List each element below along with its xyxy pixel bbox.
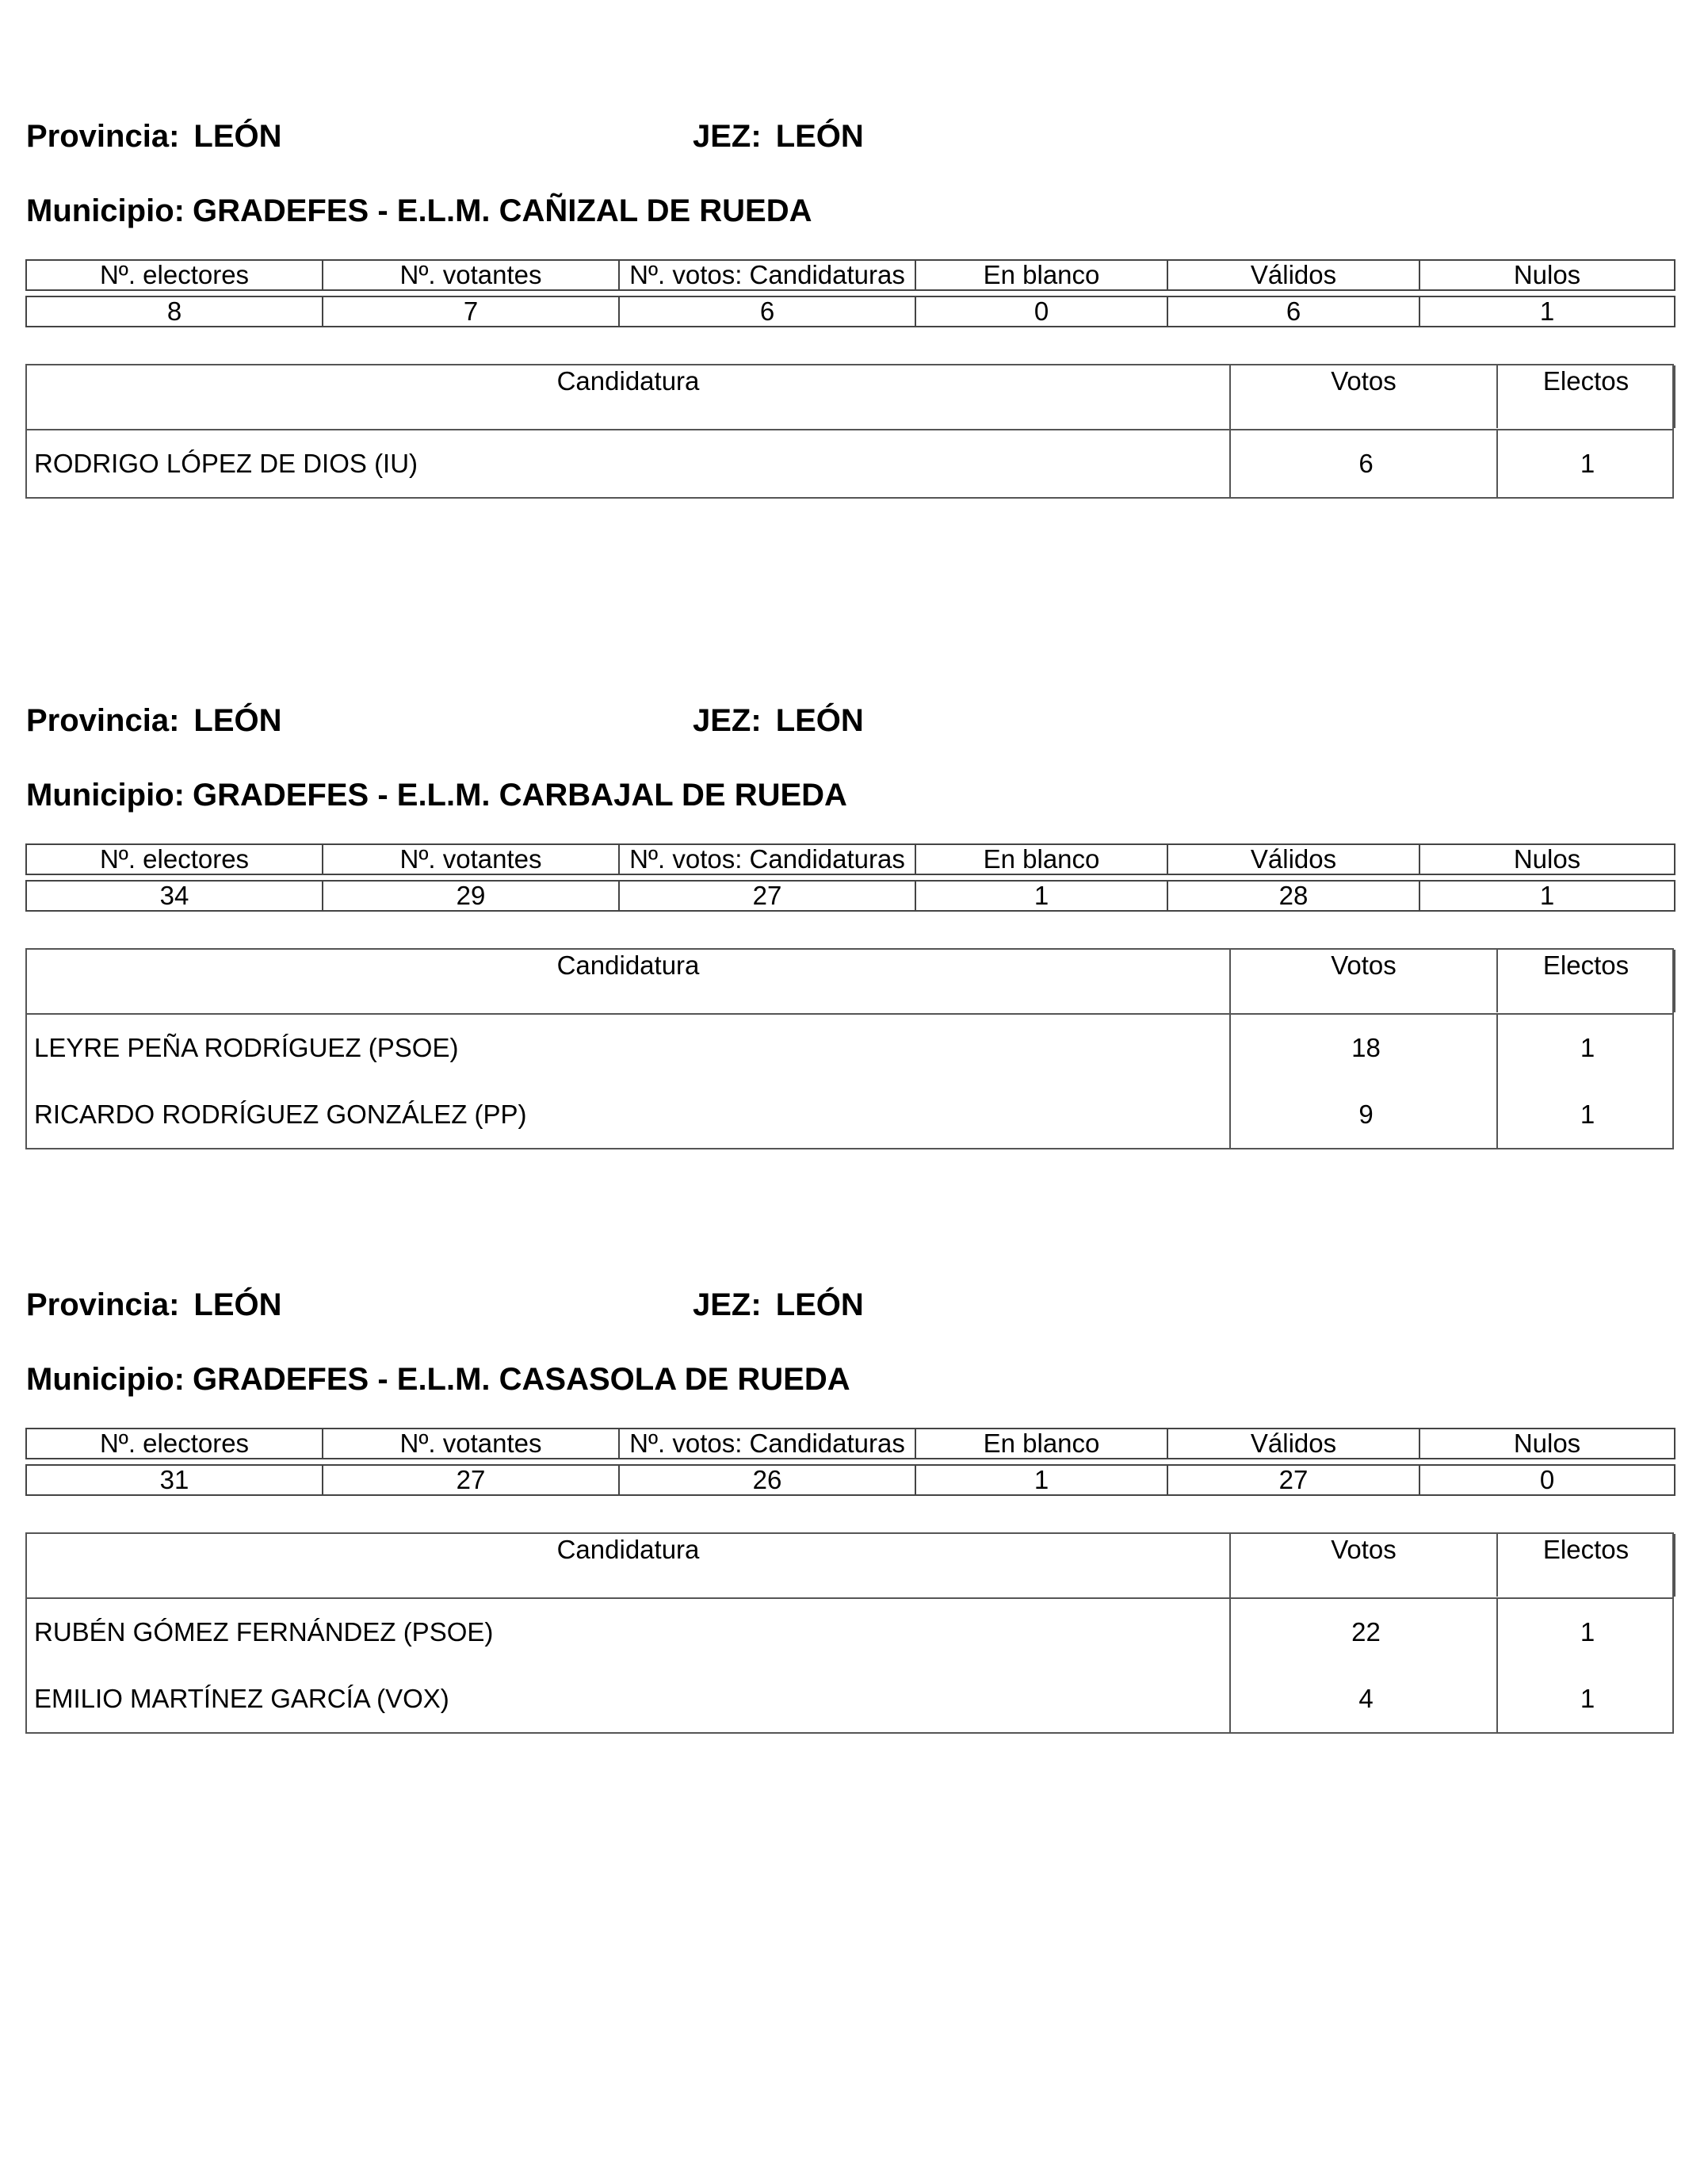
- summary-header-row: [26, 1429, 1675, 1459]
- summary-nulos: 1: [1419, 881, 1675, 911]
- summary-header-row: [26, 260, 1675, 290]
- summary-header-nulos: Nulos: [1419, 844, 1675, 874]
- summary-electores: 31: [26, 1465, 323, 1495]
- summary-header-en-blanco: En blanco: [915, 844, 1167, 874]
- provincia-label: Provincia:: [26, 119, 180, 154]
- jez-header: [693, 117, 864, 155]
- candidate-name: RODRIGO LÓPEZ DE DIOS (IU): [34, 449, 418, 478]
- candidates-table: [25, 1532, 1674, 1734]
- provincia-value: LEÓN: [193, 703, 282, 738]
- summary-table: [25, 843, 1675, 912]
- municipio-label: Municipio:: [26, 1362, 185, 1397]
- candidate-row: [27, 430, 1672, 497]
- summary-validos: 28: [1167, 881, 1419, 911]
- provincia-header: [26, 117, 282, 155]
- summary-electores: 34: [26, 881, 323, 911]
- municipio-header: [26, 776, 847, 814]
- candidate-votos: 4: [1229, 1666, 1496, 1732]
- summary-en-blanco: 0: [915, 296, 1167, 327]
- candidate-votos: 22: [1229, 1599, 1496, 1666]
- summary-header-en-blanco: En blanco: [915, 260, 1167, 290]
- candidates-table: [25, 948, 1674, 1149]
- candidate-name: RUBÉN GÓMEZ FERNÁNDEZ (PSOE): [34, 1617, 494, 1647]
- votos-header: Votos: [1229, 1534, 1496, 1597]
- jez-value: LEÓN: [775, 703, 864, 738]
- summary-value-row: [26, 296, 1675, 327]
- summary-validos: 27: [1167, 1465, 1419, 1495]
- municipio-header: [26, 192, 812, 230]
- candidate-row: [27, 1599, 1672, 1666]
- summary-header-en-blanco: En blanco: [915, 1429, 1167, 1459]
- candidate-electos: 1: [1496, 430, 1674, 497]
- candidate-electos: 1: [1496, 1599, 1674, 1666]
- provincia-label: Provincia:: [26, 703, 180, 738]
- summary-electores: 8: [26, 296, 323, 327]
- summary-header-validos: Válidos: [1167, 1429, 1419, 1459]
- candidate-name: LEYRE PEÑA RODRÍGUEZ (PSOE): [34, 1033, 459, 1062]
- provincia-label: Provincia:: [26, 1287, 180, 1322]
- jez-header: [693, 1286, 864, 1324]
- municipio-header: [26, 1360, 850, 1398]
- jez-header: [693, 702, 864, 740]
- summary-header-electores: Nº. electores: [26, 260, 323, 290]
- provincia-value: LEÓN: [193, 119, 282, 154]
- summary-table: [25, 1428, 1675, 1496]
- summary-en-blanco: 1: [915, 881, 1167, 911]
- municipio-label: Municipio:: [26, 193, 185, 228]
- summary-votantes: 27: [323, 1465, 619, 1495]
- candidate-electos: 1: [1496, 1015, 1674, 1081]
- summary-votos-candidaturas: 27: [619, 881, 915, 911]
- candidate-row: [27, 1666, 1672, 1732]
- summary-header-votos-candidaturas: Nº. votos: Candidaturas: [619, 1429, 915, 1459]
- summary-votos-candidaturas: 6: [619, 296, 915, 327]
- summary-header-votos-candidaturas: Nº. votos: Candidaturas: [619, 260, 915, 290]
- summary-value-row: [26, 881, 1675, 911]
- jez-label: JEZ:: [693, 119, 762, 154]
- summary-header-nulos: Nulos: [1419, 260, 1675, 290]
- electos-header: Electos: [1496, 1534, 1675, 1597]
- summary-header-votantes: Nº. votantes: [323, 1429, 619, 1459]
- candidate-name: RICARDO RODRÍGUEZ GONZÁLEZ (PP): [34, 1100, 527, 1129]
- municipio-value: GRADEFES - E.L.M. CARBAJAL DE RUEDA: [192, 778, 847, 813]
- candidates-header-row: [27, 365, 1672, 430]
- summary-votantes: 7: [323, 296, 619, 327]
- summary-nulos: 1: [1419, 296, 1675, 327]
- summary-header-electores: Nº. electores: [26, 844, 323, 874]
- electos-header: Electos: [1496, 950, 1675, 1012]
- candidates-table: [25, 364, 1674, 499]
- summary-table: [25, 259, 1675, 327]
- summary-header-row: [26, 844, 1675, 874]
- candidatura-header: Candidatura: [556, 1535, 700, 1564]
- votos-header: Votos: [1229, 365, 1496, 429]
- candidatura-header: Candidatura: [556, 950, 700, 980]
- candidates-header-row: [27, 1534, 1672, 1599]
- candidatura-header: Candidatura: [556, 366, 700, 396]
- votos-header: Votos: [1229, 950, 1496, 1013]
- candidates-header-row: [27, 950, 1672, 1015]
- electos-header: Electos: [1496, 365, 1675, 428]
- provincia-header: [26, 702, 282, 740]
- summary-header-votantes: Nº. votantes: [323, 260, 619, 290]
- summary-header-validos: Válidos: [1167, 844, 1419, 874]
- summary-nulos: 0: [1419, 1465, 1675, 1495]
- candidate-electos: 1: [1496, 1666, 1674, 1732]
- candidate-row: [27, 1015, 1672, 1081]
- jez-label: JEZ:: [693, 1287, 762, 1322]
- candidate-name: EMILIO MARTÍNEZ GARCÍA (VOX): [34, 1684, 449, 1713]
- municipio-value: GRADEFES - E.L.M. CASASOLA DE RUEDA: [192, 1362, 850, 1397]
- municipio-value: GRADEFES - E.L.M. CAÑIZAL DE RUEDA: [192, 193, 812, 228]
- jez-value: LEÓN: [775, 119, 864, 154]
- summary-votantes: 29: [323, 881, 619, 911]
- summary-header-votantes: Nº. votantes: [323, 844, 619, 874]
- summary-header-nulos: Nulos: [1419, 1429, 1675, 1459]
- jez-label: JEZ:: [693, 703, 762, 738]
- summary-header-validos: Válidos: [1167, 260, 1419, 290]
- summary-header-electores: Nº. electores: [26, 1429, 323, 1459]
- candidate-votos: 6: [1229, 430, 1496, 497]
- summary-votos-candidaturas: 26: [619, 1465, 915, 1495]
- summary-header-votos-candidaturas: Nº. votos: Candidaturas: [619, 844, 915, 874]
- summary-en-blanco: 1: [915, 1465, 1167, 1495]
- municipio-label: Municipio:: [26, 778, 185, 813]
- jez-value: LEÓN: [775, 1287, 864, 1322]
- provincia-value: LEÓN: [193, 1287, 282, 1322]
- candidate-row: [27, 1081, 1672, 1148]
- candidate-votos: 9: [1229, 1081, 1496, 1148]
- candidate-votos: 18: [1229, 1015, 1496, 1081]
- candidate-electos: 1: [1496, 1081, 1674, 1148]
- summary-value-row: [26, 1465, 1675, 1495]
- provincia-header: [26, 1286, 282, 1324]
- summary-validos: 6: [1167, 296, 1419, 327]
